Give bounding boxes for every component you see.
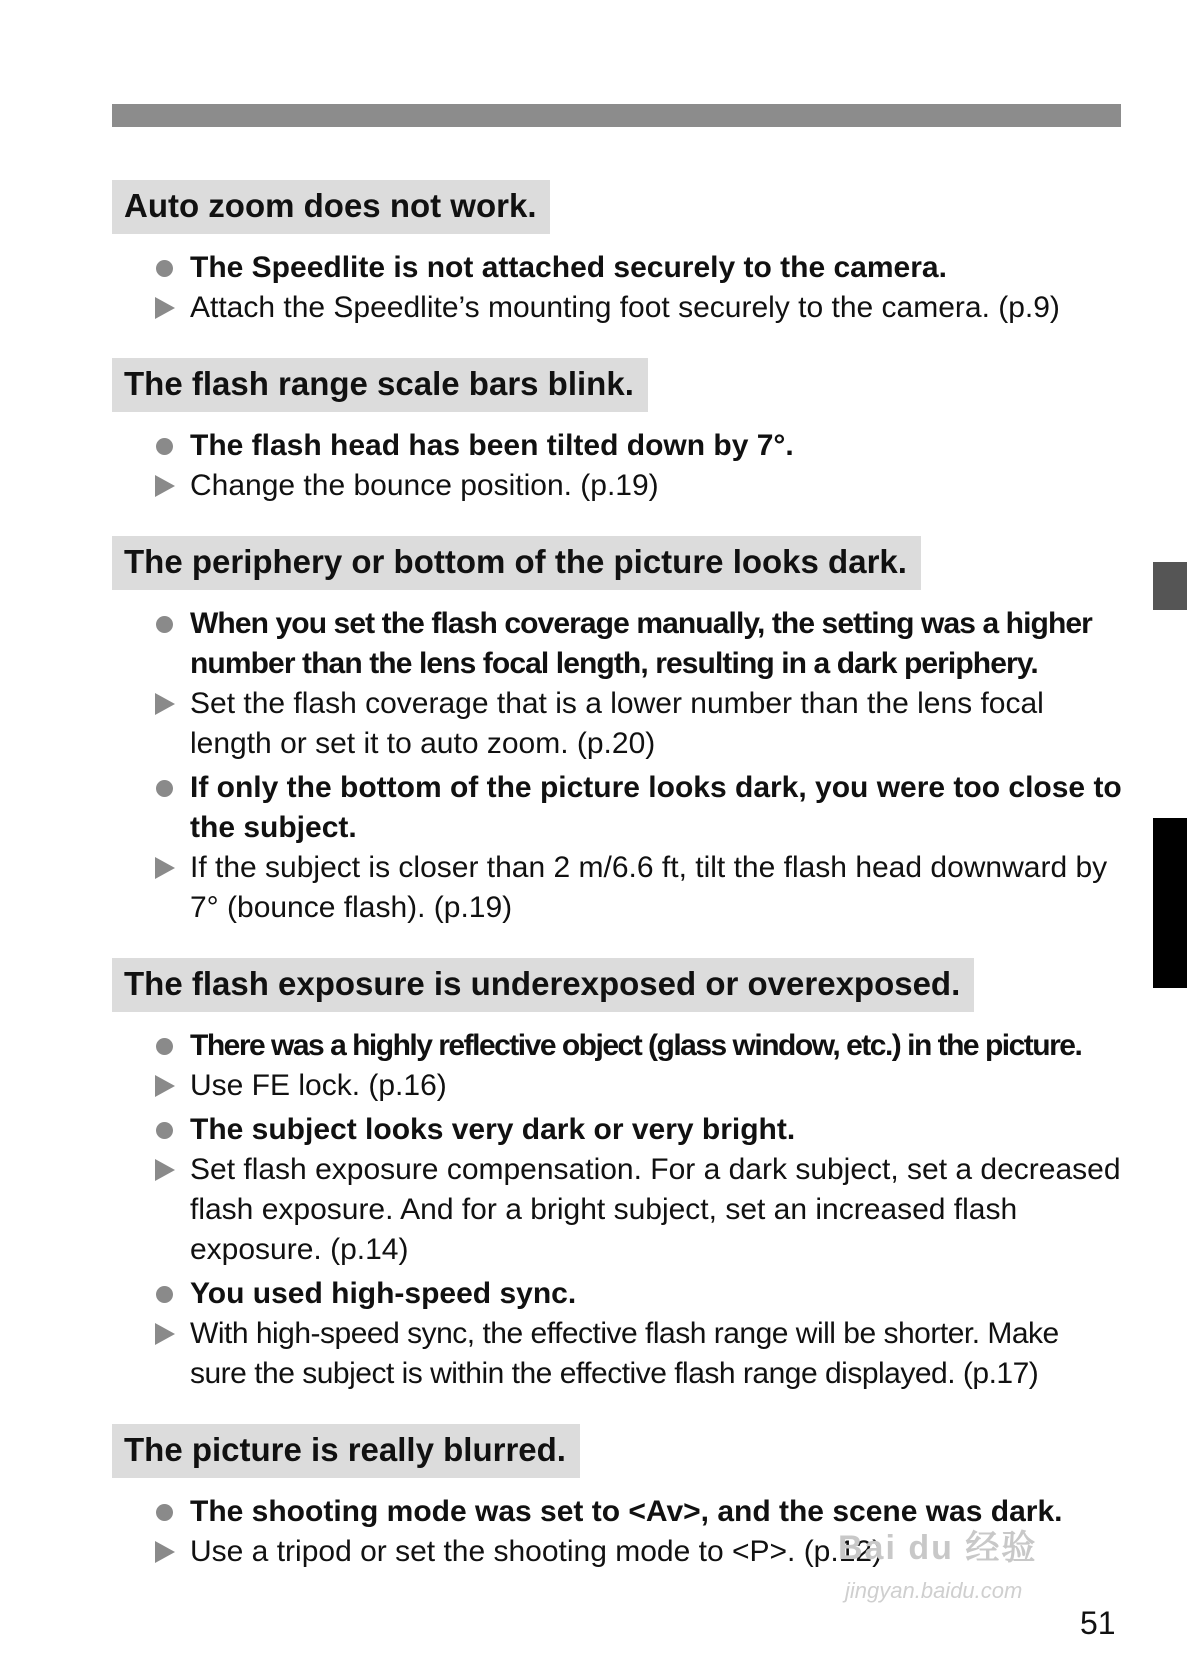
bullet-dot-icon [152,248,182,288]
cause-item [112,768,1122,848]
remedy-text: Set flash exposure compensation. For a dark subject, set a decreased flash exposure. And for a bright subject, set an increased flash exposure. (p.14) [190,1153,1121,1266]
arrow-right-icon [152,684,182,724]
cause-item [112,604,1122,684]
watermark-url: jingyan.baidu.com [845,1578,1023,1603]
cause-item [112,426,1122,466]
cause-text: When you set the flash coverage manually, the setting was a higher number than the lens focal length, resulting in a dark periphery. [190,607,1092,680]
bullet-dot-icon [152,604,182,644]
arrow-right-icon [152,1150,182,1190]
arrow-right-icon [152,1066,182,1106]
remedy-text: With high-speed sync, the effective flash range will be shorter. Make sure the subject is within the effective flash range displayed. (p.17) [190,1317,1059,1390]
troubleshooting-content [112,180,1122,1602]
chapter-tab-marker [1153,562,1187,610]
header-bar [112,104,1121,127]
chapter-tab-active [1153,818,1187,988]
bullet-dot-icon [152,1026,182,1066]
section-exposure [112,958,1122,1394]
cause-text: The subject looks very dark or very bright. [190,1113,796,1146]
remedy-item [112,1066,1122,1106]
cause-text: The flash head has been tilted down by 7°. [190,429,794,462]
section-heading: The periphery or bottom of the picture looks dark. [112,536,921,590]
cause-item [112,1026,1122,1066]
section-heading: The flash exposure is underexposed or overexposed. [112,958,974,1012]
remedy-item [112,1150,1122,1270]
section-heading: Auto zoom does not work. [112,180,550,234]
remedy-text: If the subject is closer than 2 m/6.6 ft, tilt the flash head downward by 7° (bounce flash). (p.19) [190,851,1108,924]
remedy-text: Set the flash coverage that is a lower number than the lens focal length or set it to auto zoom. (p.20) [190,687,1044,760]
cause-item [112,1110,1122,1150]
section-heading: The flash range scale bars blink. [112,358,648,412]
cause-text: There was a highly reflective object (glass window, etc.) in the picture. [190,1029,1082,1062]
cause-item [112,248,1122,288]
cause-text: If only the bottom of the picture looks dark, you were too close to the subject. [190,771,1122,844]
arrow-right-icon [152,848,182,888]
remedy-text: Use a tripod or set the shooting mode to <P>. (p.12) [190,1535,883,1568]
section-scale-bars [112,358,1122,506]
bullet-dot-icon [152,1110,182,1150]
bullet-dot-icon [152,1492,182,1532]
section-dark-periphery [112,536,1122,928]
cause-text: You used high-speed sync. [190,1277,577,1310]
cause-text: The Speedlite is not attached securely to the camera. [190,251,947,284]
remedy-text: Change the bounce position. (p.19) [190,469,659,502]
remedy-item [112,848,1122,928]
remedy-text: Use FE lock. (p.16) [190,1069,447,1102]
watermark-logo: Bai du 经验 [838,1529,1038,1567]
arrow-right-icon [152,1314,182,1354]
arrow-right-icon [152,288,182,328]
cause-text: The shooting mode was set to <Av>, and the scene was dark. [190,1495,1063,1528]
bullet-dot-icon [152,426,182,466]
section-auto-zoom [112,180,1122,328]
section-heading: The picture is really blurred. [112,1424,580,1478]
bullet-dot-icon [152,1274,182,1314]
arrow-right-icon [152,1532,182,1572]
page-number: 51 [1080,1605,1116,1641]
remedy-item [112,1314,1122,1394]
remedy-text: Attach the Speedlite’s mounting foot securely to the camera. (p.9) [190,291,1060,324]
bullet-dot-icon [152,768,182,808]
remedy-item [112,288,1122,328]
cause-item [112,1274,1122,1314]
remedy-item [112,466,1122,506]
arrow-right-icon [152,466,182,506]
remedy-item [112,684,1122,764]
